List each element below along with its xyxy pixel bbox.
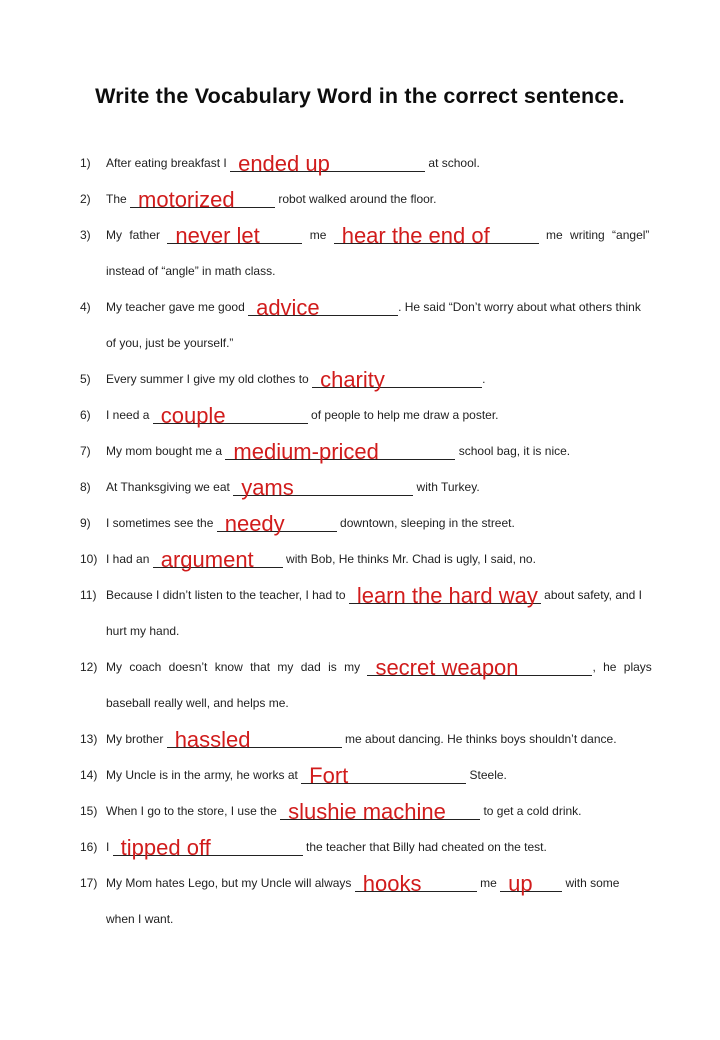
sentence-item xyxy=(80,577,676,649)
sentence-fragment: Every summer I give my old clothes to xyxy=(106,372,313,386)
sentence-item xyxy=(80,757,676,793)
sentence-fragment: Because I didn’t listen to the teacher, I had to xyxy=(106,588,349,602)
answer-blank xyxy=(153,545,283,572)
sentence-text xyxy=(106,397,676,433)
sentence-fragment: I had an xyxy=(106,552,153,566)
sentence-fragment: of you, just be yourself.” xyxy=(106,336,234,350)
sentence-fragment: My teacher gave me good xyxy=(106,300,249,314)
sentence-item xyxy=(80,289,676,361)
sentence-fragment: . xyxy=(482,372,486,386)
item-number: 1) xyxy=(80,156,91,170)
item-number: 9) xyxy=(80,516,91,530)
answer-text: hooks xyxy=(362,871,422,896)
sentence-text xyxy=(106,433,676,469)
page-title: Write the Vocabulary Word in the correct sentence. xyxy=(95,84,625,108)
sentence-text xyxy=(106,649,676,721)
answer-blank xyxy=(301,761,466,788)
item-number: 5) xyxy=(80,372,91,386)
sentence-fragment: with some xyxy=(562,876,620,890)
answer-blank xyxy=(312,365,482,392)
sentence-fragment: I xyxy=(106,840,113,854)
sentence-fragment: instead of “angle” in math class. xyxy=(106,264,276,278)
answer-blank xyxy=(280,797,480,824)
sentence-text xyxy=(106,541,676,577)
sentence-text xyxy=(106,865,676,937)
answer-blank xyxy=(113,833,303,860)
answer-blank xyxy=(230,149,425,176)
answer-text: ended up xyxy=(238,151,330,176)
answer-text: couple xyxy=(160,403,226,428)
sentence-item xyxy=(80,181,676,217)
sentence-fragment: me writing “angel” xyxy=(538,228,650,242)
item-number: 4) xyxy=(80,300,91,314)
answer-text: argument xyxy=(160,547,254,572)
sentence-fragment: school bag, it is nice. xyxy=(455,444,571,458)
answer-blank xyxy=(355,869,477,896)
sentence-fragment: about safety, and I xyxy=(540,588,643,602)
sentence-fragment: My Mom hates Lego, but my Uncle will always xyxy=(106,876,355,890)
sentence-item xyxy=(80,145,676,181)
item-number: 13) xyxy=(80,732,98,746)
sentence-text xyxy=(106,217,676,289)
sentence-item xyxy=(80,649,676,721)
answer-blank xyxy=(225,437,455,464)
item-number: 15) xyxy=(80,804,98,818)
answer-blank xyxy=(130,185,275,212)
answer-blank xyxy=(367,653,592,680)
answer-text: hassled xyxy=(174,727,251,752)
sentence-text xyxy=(106,829,676,865)
sentence-text xyxy=(106,505,676,541)
sentence-fragment: My mom bought me a xyxy=(106,444,226,458)
answer-text: hear the end of xyxy=(341,223,490,248)
item-number: 2) xyxy=(80,192,91,206)
sentence-fragment: at school. xyxy=(425,156,480,170)
answer-text: Fort xyxy=(309,763,349,788)
sentence-fragment: to get a cold drink. xyxy=(480,804,582,818)
sentence-fragment: hurt my hand. xyxy=(106,624,180,638)
answer-text: learn the hard way xyxy=(356,583,538,608)
answer-blank xyxy=(334,221,539,248)
answer-blank xyxy=(217,509,337,536)
sentence-fragment: with Turkey. xyxy=(413,480,480,494)
answer-blank xyxy=(167,725,342,752)
sentence-fragment: My Uncle is in the army, he works at xyxy=(106,768,302,782)
sentence-fragment: When I go to the store, I use the xyxy=(106,804,281,818)
sentence-item xyxy=(80,433,676,469)
item-number: 10) xyxy=(80,552,98,566)
item-number: 17) xyxy=(80,876,98,890)
answer-text: charity xyxy=(320,367,385,392)
sentence-fragment: I sometimes see the xyxy=(106,516,217,530)
sentence-fragment: At Thanksgiving we eat xyxy=(106,480,234,494)
sentence-fragment: . He said “Don’t worry about what others think xyxy=(398,300,641,314)
answer-blank xyxy=(349,581,541,608)
sentence-fragment: downtown, sleeping in the street. xyxy=(336,516,515,530)
sentence-fragment: After eating breakfast I xyxy=(106,156,231,170)
sentence-item xyxy=(80,397,676,433)
sentence-text xyxy=(106,793,676,829)
answer-text: medium-priced xyxy=(233,439,379,464)
sentence-fragment: My brother xyxy=(106,732,167,746)
answer-blank xyxy=(248,293,398,320)
sentence-fragment: , he plays xyxy=(592,660,652,674)
item-number: 12) xyxy=(80,660,98,674)
answer-text: motorized xyxy=(138,187,235,212)
sentence-list xyxy=(80,145,676,937)
item-number: 3) xyxy=(80,228,91,242)
answer-text: tipped off xyxy=(120,835,211,860)
answer-text: never let xyxy=(175,223,260,248)
sentence-fragment: I need a xyxy=(106,408,153,422)
sentence-fragment: with Bob, He thinks Mr. Chad is ugly, I said, no. xyxy=(282,552,536,566)
sentence-fragment: My coach doesn’t know that my dad is my xyxy=(106,660,368,674)
sentence-text xyxy=(106,289,676,361)
sentence-item xyxy=(80,865,676,937)
answer-text: needy xyxy=(224,511,285,536)
sentence-fragment: The xyxy=(106,192,131,206)
sentence-text xyxy=(106,757,676,793)
answer-text: up xyxy=(508,871,533,896)
sentence-fragment: me xyxy=(302,228,334,242)
item-number: 7) xyxy=(80,444,91,458)
sentence-item xyxy=(80,361,676,397)
item-number: 14) xyxy=(80,768,98,782)
sentence-fragment: when I want. xyxy=(106,912,174,926)
sentence-item xyxy=(80,469,676,505)
sentence-fragment: robot walked around the floor. xyxy=(275,192,437,206)
sentence-fragment: of people to help me draw a poster. xyxy=(307,408,499,422)
sentence-item xyxy=(80,505,676,541)
item-number: 8) xyxy=(80,480,91,494)
item-number: 6) xyxy=(80,408,91,422)
sentence-text xyxy=(106,181,676,217)
sentence-fragment: the teacher that Billy had cheated on the test. xyxy=(302,840,547,854)
sentence-text xyxy=(106,577,676,649)
sentence-fragment: me xyxy=(476,876,501,890)
sentence-text xyxy=(106,469,676,505)
answer-blank xyxy=(500,869,562,896)
sentence-item xyxy=(80,721,676,757)
answer-blank xyxy=(153,401,308,428)
sentence-fragment: My father xyxy=(106,228,168,242)
sentence-text xyxy=(106,145,676,181)
answer-text: yams xyxy=(241,475,294,500)
item-number: 11) xyxy=(80,588,97,602)
item-number: 16) xyxy=(80,840,98,854)
sentence-item xyxy=(80,217,676,289)
answer-text: advice xyxy=(256,295,320,320)
sentence-text xyxy=(106,361,676,397)
sentence-fragment: Steele. xyxy=(466,768,507,782)
answer-text: slushie machine xyxy=(288,799,446,824)
sentence-fragment: me about dancing. He thinks boys shouldn’t dance. xyxy=(341,732,617,746)
sentence-text xyxy=(106,721,676,757)
sentence-item xyxy=(80,829,676,865)
sentence-fragment: baseball really well, and helps me. xyxy=(106,696,289,710)
answer-blank xyxy=(233,473,413,500)
sentence-item xyxy=(80,541,676,577)
sentence-item xyxy=(80,793,676,829)
answer-text: secret weapon xyxy=(375,655,519,680)
answer-blank xyxy=(167,221,302,248)
